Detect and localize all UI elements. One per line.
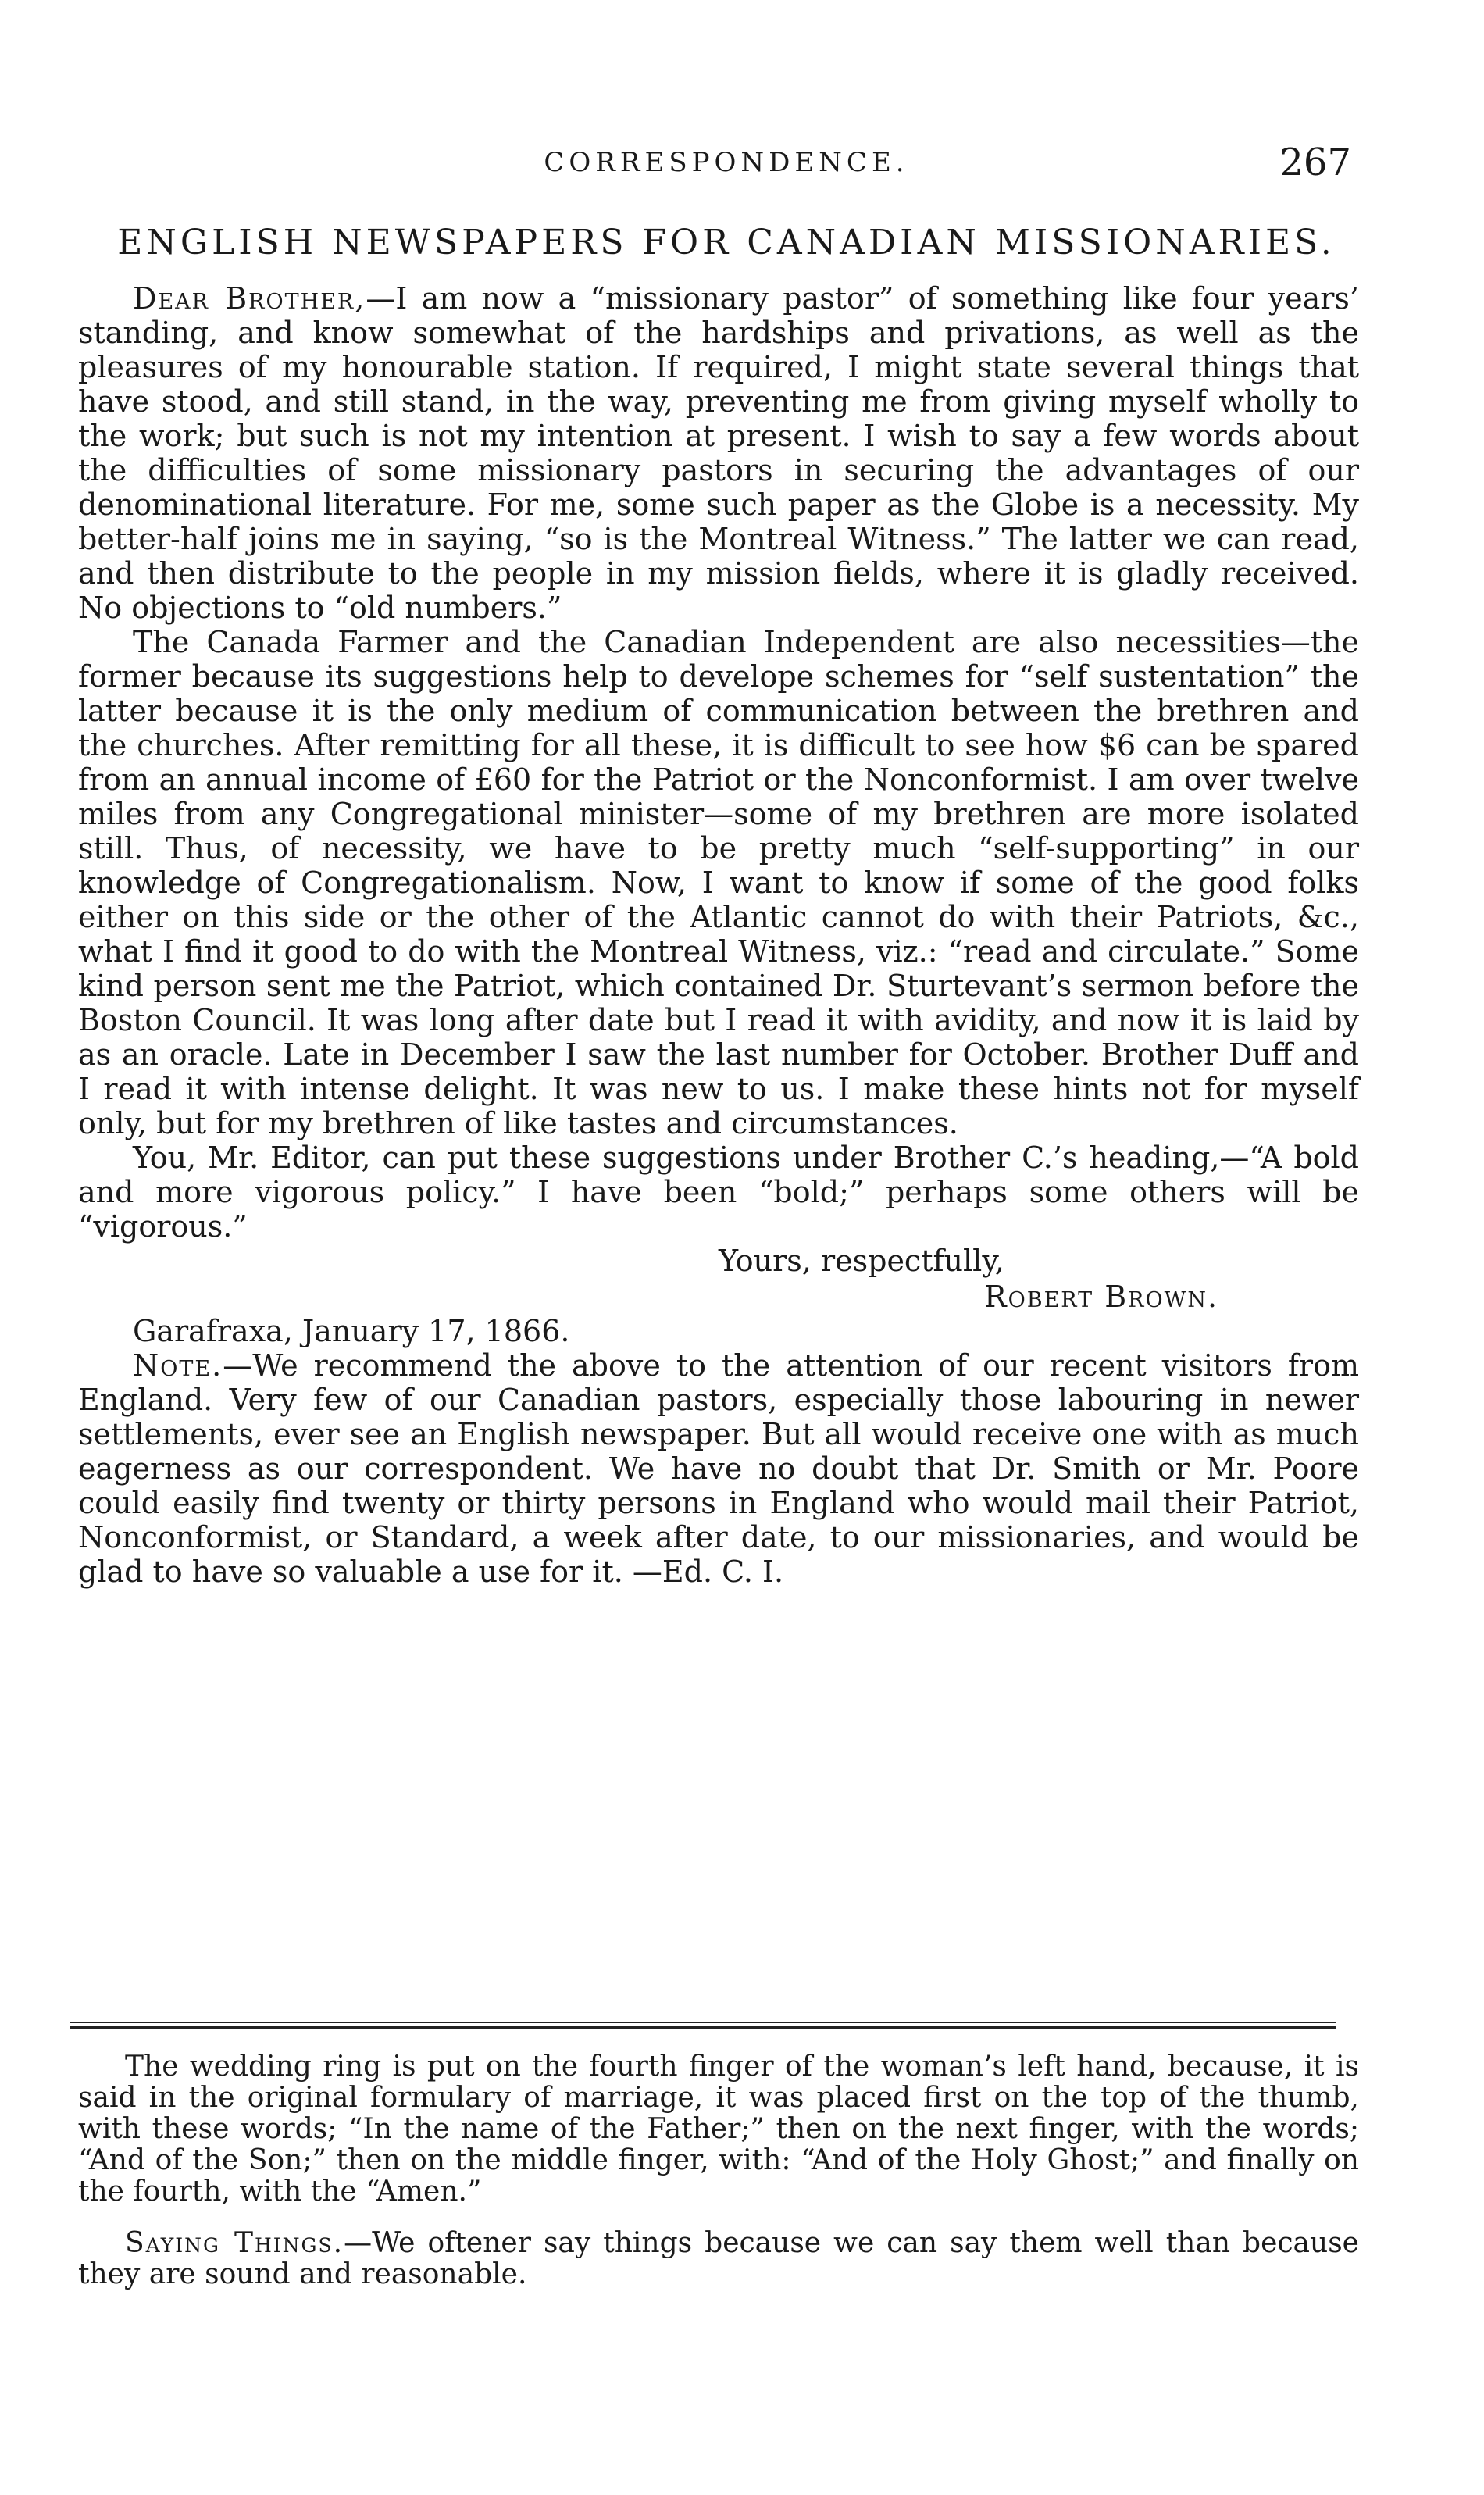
- divider-thin-line: [70, 2022, 1336, 2023]
- paragraph-1: [78, 281, 1359, 625]
- article-title: ENGLISH NEWSPAPERS FOR CANADIAN MISSIONARIES.: [117, 223, 1336, 262]
- saying-text: —We oftener say things because we can say them well than because they are sound and reasonable.: [78, 2227, 1359, 2290]
- paragraph-3: You, Mr. Editor, can put these suggestions under Brother C.’s heading,—“A bold and more vigorous policy.” I have been “bold;” perhaps some others will be “vigorous.”: [78, 1140, 1359, 1244]
- signature: Robert Brown.: [984, 1280, 1219, 1314]
- saying-label: Saying Things.: [125, 2227, 344, 2259]
- paragraph-1-text: —I am now a “missionary pastor” of something like four years’ standing, and know somewhat of the hardships and privations, as well as the pleasures of my honourable station. If required, I might state several things that have stood, and still stand, in the way, preventing me from giving myself wholly to the work; but such is not my intention at present. I wish to say a few words about the difficulties of some missionary pastors in securing the advantages of our denominational literature. For me, some such paper as the Globe is a necessity. My better-half joins me in saying, “so is the Montreal Witness.” The latter we can read, and then distribute to the people in my mission fields, where it is gladly received. No objections to “old numbers.”: [78, 281, 1359, 625]
- running-title: CORRESPONDENCE.: [544, 147, 909, 178]
- filler-items: [78, 2051, 1359, 2311]
- page-number: 267: [1279, 141, 1351, 184]
- salutation: Dear Brother,: [133, 281, 366, 316]
- closing-line: Yours, respectfully,: [719, 1244, 1004, 1278]
- wedding-ring-paragraph: The wedding ring is put on the fourth finger of the woman’s left hand, because, it is said in the original formulary of marriage, it was placed first on the top of the thumb, with these words; “In the name of the Father;” then on the next finger, with the words; “And of the Son;” then on the middle finger, with: “And of the Holy Ghost;” and finally on the fourth, with the “Amen.”: [78, 2051, 1359, 2208]
- saying-things-paragraph: [78, 2228, 1359, 2290]
- running-head: [102, 141, 1351, 187]
- section-divider: [70, 2022, 1336, 2031]
- note-label: Note.: [133, 1348, 223, 1383]
- closing-block: [78, 1244, 1359, 1314]
- place-date: Garafraxa, January 17, 1866.: [133, 1314, 570, 1348]
- divider-thick-line: [70, 2026, 1336, 2029]
- note-text: —We recommend the above to the attention of our recent visitors from England. Very few of our Canadian pastors, especially those labouring in newer settlements, ever see an English newspaper. But all would receive one with as much eagerness as our correspondent. We have no doubt that Dr. Smith or Mr. Poore could easily find twenty or thirty persons in England who would mail their Patriot, Nonconformist, or Standard, a week after date, to our missionaries, and would be glad to have so valuable a use for it. —Ed. C. I.: [78, 1348, 1359, 1589]
- letter-body: [78, 281, 1359, 1589]
- paragraph-2: The Canada Farmer and the Canadian Independent are also necessities—the former because its suggestions help to develope schemes for “self sustentation” the latter because it is the only medium of communication between the brethren and the churches. After remitting for all these, it is difficult to see how $6 can be spared from an annual income of £60 for the Patriot or the Nonconformist. I am over twelve miles from any Congregational minister—some of my brethren are more isolated still. Thus, of necessity, we have to be pretty much “self-supporting” in our knowledge of Congregationalism. Now, I want to know if some of the good folks either on this side or the other of the Atlantic cannot do with their Patriots, &c., what I find it good to do with the Montreal Witness, viz.: “read and circulate.” Some kind person sent me the Patriot, which contained Dr. Sturtevant’s sermon before the Boston Council. It was long after date but I read it with avidity, and now it is laid by as an oracle. Late in December I saw the last number for October. Brother Duff and I read it with intense delight. It was new to us. I make these hints not for myself only, but for my brethren of like tastes and circumstances.: [78, 625, 1359, 1140]
- editor-note: [78, 1348, 1359, 1589]
